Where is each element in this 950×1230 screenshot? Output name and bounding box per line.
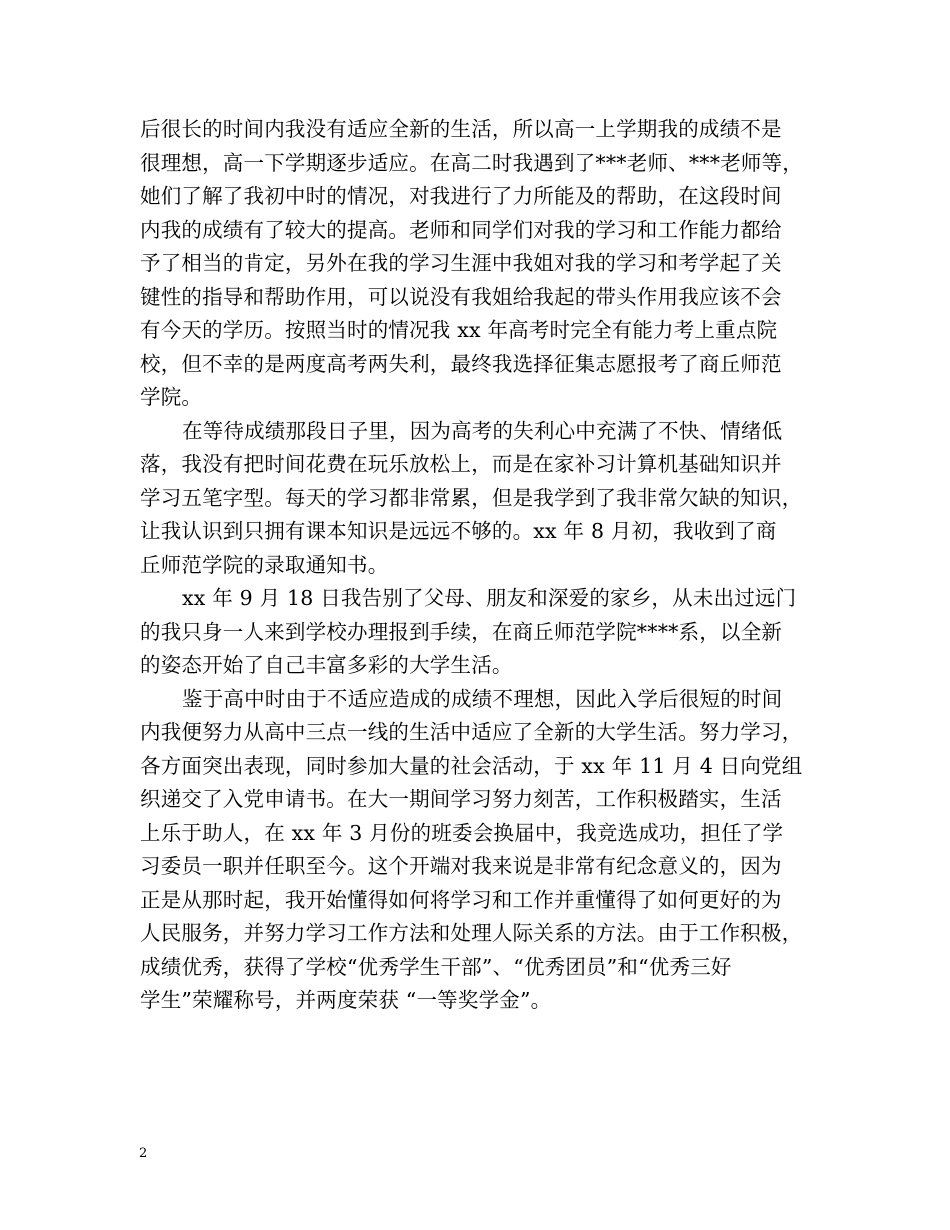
text-line: 在等待成绩那段日子里，因为高考的失利心中充满了不快、情绪低 <box>182 418 783 443</box>
text-line: 她们了解了我初中时的情况，对我进行了力所能及的帮助，在这段时间 <box>140 184 782 208</box>
text-line: 上乐于助人，在 xx 年 3 月份的班委会换届中，我竞选成功，担任了学 <box>140 820 784 845</box>
text-line: 鉴于高中时由于不适应造成的成绩不理想，因此入学后很短的时间 <box>182 686 783 711</box>
text-line: 键性的指导和帮助作用，可以说没有我姐给我起的带头作用我应该不会 <box>140 284 782 309</box>
text-line: 丘师范学院的录取通知书。 <box>140 552 389 577</box>
text-line: 成绩优秀，获得了学校“优秀学生干部”、“优秀团员”和“优秀三好 <box>140 954 732 979</box>
text-line: 很理想，高一下学期逐步适应。在高二时我遇到了***老师、***老师等， <box>140 150 803 175</box>
text-line: 学习五笔字型。每天的学习都非常累，但是我学到了我非常欠缺的知识， <box>140 485 803 510</box>
text-line: 落，我没有把时间花费在玩乐放松上，而是在家补习计算机基础知识并 <box>140 452 782 476</box>
text-line: 各方面突出表现，同时参加大量的社会活动，于 xx 年 11 月 4 日向党组 <box>140 753 803 778</box>
text-line: 让我认识到只拥有课本知识是远远不够的。xx 年 8 月初，我收到了商 <box>140 519 777 543</box>
text-line: 的我只身一人来到学校办理报到手续，在商丘师范学院****系，以全新 <box>140 619 783 644</box>
text-line: 织递交了入党申请书。在大一期间学习努力刻苦，工作积极踏实，生活 <box>140 787 782 811</box>
text-line: 习委员一职并任职至今。这个开端对我来说是非常有纪念意义的，因为 <box>140 854 782 878</box>
text-line: 后很长的时间内我没有适应全新的生活，所以高一上学期我的成绩不是 <box>140 117 782 141</box>
text-line: 正是从那时起，我开始懂得如何将学习和工作并重懂得了如何更好的为 <box>140 887 782 912</box>
text-line: xx 年 9 月 18 日我告别了父母、朋友和深爱的家乡，从未出过远门 <box>182 586 797 610</box>
body-text <box>140 113 820 1018</box>
text-line: 学院。 <box>140 385 203 409</box>
text-line: 的姿态开始了自己丰富多彩的大学生活。 <box>140 653 513 677</box>
text-line: 校，但不幸的是两度高考两失利，最终我选择征集志愿报考了商丘师范 <box>140 351 782 376</box>
text-line: 学生”荣耀称号，并两度荣获 “一等奖学金”。 <box>140 988 552 1012</box>
page-number: 2 <box>139 1146 148 1161</box>
text-line: 人民服务，并努力学习工作方法和处理人际关系的方法。由于工作积极， <box>140 921 803 945</box>
text-line: 内我的成绩有了较大的提高。老师和同学们对我的学习和工作能力都给 <box>140 217 782 242</box>
text-line: 予了相当的肯定，另外在我的学习生涯中我姐对我的学习和考学起了关 <box>140 251 782 275</box>
text-line: 内我便努力从高中三点一线的生活中适应了全新的大学生活。努力学习， <box>140 720 803 744</box>
text-line: 有今天的学历。按照当时的情况我 xx 年高考时完全有能力考上重点院 <box>140 318 778 342</box>
